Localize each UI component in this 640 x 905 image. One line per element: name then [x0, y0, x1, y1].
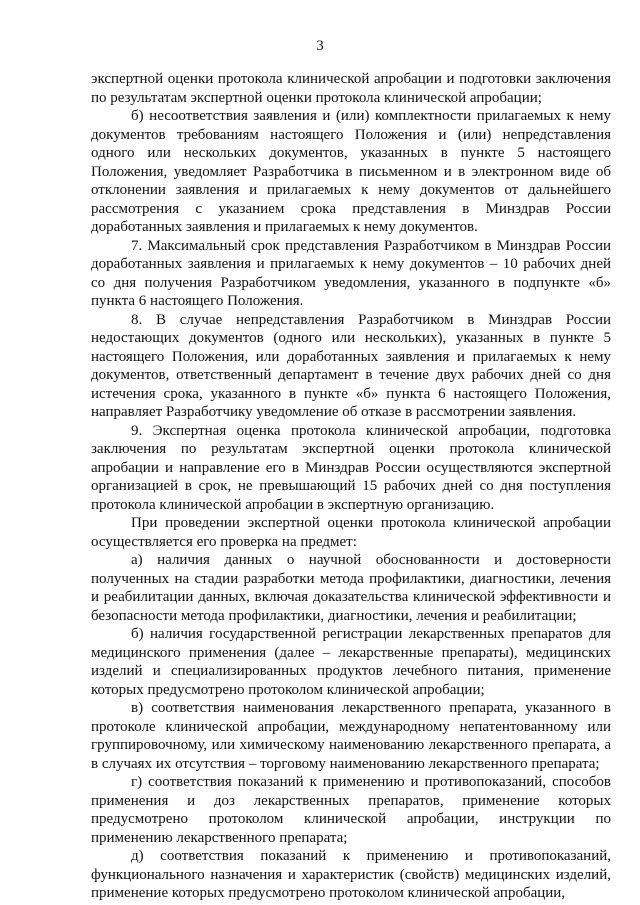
- paragraph: б) несоответствия заявления и (или) комплектности прилагаемых к нему документов требованиям настоящего Положения и (или) непредставления одного или нескольких документов, указанных в пункте 5 настоящего Положения, уведомляет Разработчика в письменном и в электронном виде об отклонении заявления и прилагаемых к нему документов от дальнейшего рассмотрения с указанием срока представления в Минздрав России доработанных заявления и прилагаемых к нему документов.: [91, 108, 611, 235]
- paragraph: 8. В случае непредставления Разработчиком в Минздрав России недостающих документов (одного или нескольких), указанных в пункте 5 настоящего Положения, или доработанных заявления и прилагаемых к нему документов, ответственный департамент в течение двух рабочих дней со дня истечения срока, указанного в пункте «б» пункта 6 настоящего Положения, направляет Разработчику уведомление об отказе в рассмотрении заявления.: [91, 311, 611, 420]
- paragraph: экспертной оценки протокола клинической апробации и подготовки заключения по результатам экспертной оценки протокола клинической апробации;: [91, 71, 611, 106]
- paragraph: г) соответствия показаний к применению и противопоказаний, способов применения и доз лекарственных препаратов, применение которых предусмотрено протоколом клинической апробации, инструкции по применению лекарственного препарата;: [91, 774, 611, 846]
- page-number: 3: [316, 38, 324, 54]
- paragraph: 9. Экспертная оценка протокола клинической апробации, подготовка заключения по результатам экспертной оценки протокола клинической апробации и направление его в Минздрав России осуществляются экспертной организацией в срок, не превышающий 15 рабочих дней со дня поступления протокола клинической апробации в экспертную организацию.: [91, 422, 611, 513]
- paragraph: а) наличия данных о научной обоснованности и достоверности полученных на стадии разработки метода профилактики, диагностики, лечения и реабилитации данных, включая доказательства клинической эффективности и безопасности метода профилактики, диагностики, лечения и реабилитации;: [91, 552, 611, 624]
- paragraph: б) наличия государственной регистрации лекарственных препаратов для медицинского применения (далее – лекарственные препараты), медицинских изделий и специализированных продуктов лечебного питания, применение которых предусмотрено протоколом клинической апробации;: [91, 626, 611, 698]
- paragraph: д) соответствия показаний к применению и противопоказаний, функционального назначения и характеристик (свойств) медицинских изделий, применение которых предусмотрено протоколом клинической апробации,: [91, 848, 611, 901]
- paragraph: в) соответствия наименования лекарственного препарата, указанного в протоколе клинической апробации, международному непатентованному или группировочному, или химическому наименованию лекарственного препарата, а в случаях их отсутствия – торговому наименованию лекарственного препарата;: [91, 700, 611, 772]
- paragraph: 7. Максимальный срок представления Разработчиком в Минздрав России доработанных заявления и прилагаемых к нему документов – 10 рабочих дней со дня получения Разработчиком уведомления, указанного в подпункте «б» пункта 6 настоящего Положения.: [91, 237, 611, 309]
- paragraph: При проведении экспертной оценки протокола клинической апробации осуществляется его проверка на предмет:: [91, 515, 611, 550]
- document-body: [91, 70, 611, 903]
